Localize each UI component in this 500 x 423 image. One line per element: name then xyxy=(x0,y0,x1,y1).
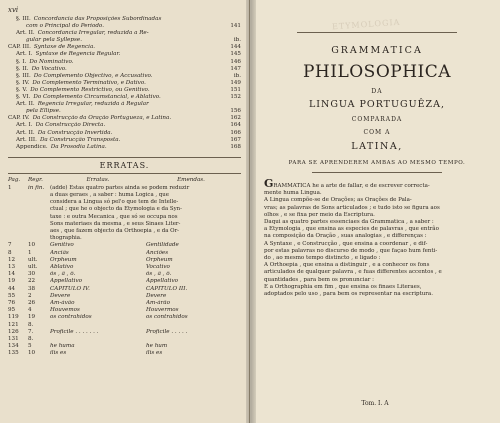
toc-page xyxy=(223,101,241,108)
body-line: quantidades , para bem os pronunciar : xyxy=(264,276,375,283)
toc-row xyxy=(8,23,241,30)
toc-text: Do Nominativo. xyxy=(29,58,74,65)
toc-label: §. V. xyxy=(16,86,28,93)
title-philosophica: PHILOSOPHICA xyxy=(302,62,452,82)
toc-text: com o Principal do Periodo. xyxy=(26,23,104,30)
cell-regr: ult. xyxy=(28,264,38,271)
header-erratas: Erratas. xyxy=(86,176,110,183)
signature-mark: Tom. I. A xyxy=(361,400,389,407)
cell-errata: ilis es xyxy=(50,350,67,357)
toc-text: Concordancia das Proposições Subordinadas xyxy=(33,16,162,22)
toc-text: Syntaxe de Regencia. xyxy=(33,44,96,51)
toc-label: §. VI. xyxy=(16,94,31,101)
table-row xyxy=(8,257,241,264)
divider xyxy=(8,157,241,158)
entry-line: taxe : e outra Mecanica , que só se occupa nos xyxy=(50,213,178,220)
toc-page: ib. xyxy=(233,72,241,79)
table-row xyxy=(8,322,241,329)
cell-emenda xyxy=(146,322,236,329)
cell-emenda: õs , ã , ô. xyxy=(146,271,172,278)
table-row xyxy=(8,343,241,350)
toc-label: §. I. xyxy=(16,58,27,65)
body-line: adoptados pelo uso , para bem os representar na escriptura. xyxy=(264,291,433,298)
cell-errata: Houvemos xyxy=(50,307,80,314)
toc-label: Art. II. xyxy=(16,30,35,37)
cell-pag: 12 xyxy=(8,256,16,263)
toc-label: Appendice. xyxy=(16,143,48,150)
title-lingua: LINGUA PORTUGUÊZA, xyxy=(308,99,446,110)
cell-emenda: Orpheum xyxy=(146,256,173,263)
body-line: A Syntaxe , e Construcção , que ensina a coordenar , e dif- xyxy=(264,240,428,247)
cell-regr: 22 xyxy=(28,278,36,285)
toc-row xyxy=(8,37,241,44)
cell-pag: 126 xyxy=(8,328,19,335)
cell-regr: 4 xyxy=(28,307,32,314)
cell-emenda: CAPITULO III. xyxy=(146,285,188,292)
body-line-text: RAMMATICA he a arte de fallar, e de escrever correcta- xyxy=(273,183,430,189)
toc-row xyxy=(8,144,241,151)
first-entry-text xyxy=(8,185,241,243)
cell-emenda: os contrahidos xyxy=(146,314,188,321)
body-line: articulados de qualquer palavra , e fuas differentes accentos , e xyxy=(264,269,442,276)
body-line: na composição da Oração , suas analogias , e differenças : xyxy=(264,233,427,240)
body-line: A Lingua compõe-se de Orações; as Orações de Pala- xyxy=(264,197,412,204)
cell-pag: 134 xyxy=(8,343,19,350)
body-line: do , ao mesmo tempo distincto , e ligado : xyxy=(264,255,381,262)
table-row xyxy=(8,250,241,257)
toc-page: ib. xyxy=(233,37,241,44)
toc-label: CAP. III. xyxy=(8,44,31,51)
cell-errata: õs , ã , ô. xyxy=(50,271,76,278)
toc-page xyxy=(223,16,241,23)
body-line: olhos , e se fixa per meio da Escriptura. xyxy=(264,211,375,218)
toc-page: 167 xyxy=(230,136,241,143)
toc-text: pela Ellipse. xyxy=(26,108,61,115)
toc-text: Do Complemento Restrictivo, ou Genitivo. xyxy=(30,86,150,93)
entry-pag: 1 xyxy=(8,184,12,191)
toc-page: 162 xyxy=(230,115,241,122)
toc-row xyxy=(8,51,241,58)
toc-label: Art. I. xyxy=(16,122,33,129)
cell-pag: 95 xyxy=(8,307,16,314)
toc-text: Da Construcção Transposta. xyxy=(39,136,121,143)
toc-page: 145 xyxy=(230,51,241,58)
cell-regr: 8. xyxy=(28,321,34,328)
title-latina: LATINA, xyxy=(351,141,403,152)
table-row xyxy=(8,242,241,249)
header-regr: Regr. xyxy=(28,176,43,183)
toc-text: Concordancia Irregular, reduzida a Re- xyxy=(37,30,149,37)
toc-label: §. II. xyxy=(16,65,29,72)
cell-regr: 30 xyxy=(28,271,36,278)
table-row xyxy=(8,329,241,336)
cell-emenda: Devere xyxy=(146,292,167,299)
cell-errata: he huma xyxy=(50,343,75,350)
divider xyxy=(8,173,241,174)
toc-page: 164 xyxy=(230,122,241,129)
toc-page: 151 xyxy=(230,86,241,93)
toc-row xyxy=(8,59,241,66)
title-comparada: COMPARADA xyxy=(351,116,403,123)
book-gutter xyxy=(246,0,256,423)
table-row xyxy=(8,278,241,285)
body-line: a Etymologia , que ensina as especies de palavras , que entrão xyxy=(264,226,439,233)
toc-page xyxy=(223,30,241,37)
body-line: mente huma Lingua. xyxy=(264,190,322,197)
table-row xyxy=(8,271,241,278)
erratas-header xyxy=(8,177,241,183)
entry-line: thographia. xyxy=(50,235,82,242)
right-page xyxy=(250,0,500,423)
cell-errata xyxy=(50,336,146,343)
toc-row xyxy=(8,30,241,37)
toc-text: Do Complemento Objectivo, e Accusativo. xyxy=(33,72,153,79)
body-line: Daqui as quatro partes essenciaes da Grammatica , a saber : xyxy=(264,219,434,226)
cell-pag: 44 xyxy=(8,285,16,292)
toc-label: §. III. xyxy=(16,16,31,22)
cell-emenda: ilis es xyxy=(146,350,163,357)
cell-pag: 19 xyxy=(8,278,16,285)
table-row xyxy=(8,264,241,271)
toc-page: 141 xyxy=(230,23,241,30)
title-com-a: COM A xyxy=(363,129,391,136)
toc-label: CAP. IV. xyxy=(8,115,30,122)
cell-emenda: Vocativo xyxy=(146,264,170,271)
erratas-title: ERRATAS. xyxy=(99,160,150,170)
cell-errata: Ablativo xyxy=(50,264,74,271)
body-line: E a Orthographia em fim , que ensina os finaes Literaes, xyxy=(264,283,422,290)
cell-errata xyxy=(50,322,146,329)
cell-emenda: Anciões xyxy=(146,249,169,256)
toc-page: 149 xyxy=(230,79,241,86)
cell-regr: ult. xyxy=(28,256,38,263)
body-line: por estas palavras no discurso de modo , que façao hum fenti- xyxy=(264,247,438,254)
table-row xyxy=(8,350,241,357)
subtitle: PARA SE APRENDEREM AMBAS AO MESMO TEMPO. xyxy=(288,160,466,166)
table-row xyxy=(8,300,241,307)
entry-line: (adde) Estas quatro partes ainda se podem reduzir xyxy=(50,184,190,191)
toc-text: Regencia Irregular, reduzida á Regular xyxy=(37,101,149,108)
toc-row xyxy=(8,66,241,73)
table-row xyxy=(8,286,241,293)
entry-line: Sons materiaes da mesma , e seus Sinaes Liter- xyxy=(50,220,181,227)
top-rule xyxy=(297,32,457,33)
toc-page: 146 xyxy=(230,58,241,65)
cell-pag: 14 xyxy=(8,271,16,278)
toc-row xyxy=(8,94,241,101)
header-emendas: Emendas. xyxy=(177,176,205,183)
cell-regr: 38 xyxy=(28,285,36,292)
toc-row xyxy=(8,137,241,144)
toc-row xyxy=(8,16,241,23)
cell-emenda: Proficile . . . . . xyxy=(146,328,188,335)
toc-text: Da Prosodia Latina. xyxy=(50,143,107,150)
cell-pag: 131 xyxy=(8,336,19,343)
toc-label: Art. II. xyxy=(16,101,35,108)
page-number: xvi xyxy=(8,6,19,14)
table-row xyxy=(8,336,241,343)
entry-line: ctual ; que he o objecto da Etymologia e da Syn- xyxy=(50,206,182,213)
cell-errata: Anciãs xyxy=(50,249,69,256)
toc-row xyxy=(8,44,241,51)
bleed-through-text: ETYMOLOGIA xyxy=(331,17,401,32)
cell-errata: Devere xyxy=(50,292,71,299)
body-line: vras; as palavras de Sons articulados ; e tudo isto se figura aos xyxy=(264,204,440,211)
title-grammatica: GRAMMATICA xyxy=(331,45,423,56)
cell-errata: CAPITULO IV. xyxy=(50,285,90,292)
toc-page: 144 xyxy=(230,44,241,51)
cell-pag: 8 xyxy=(8,249,12,256)
toc-row xyxy=(8,101,241,108)
divider xyxy=(312,172,442,173)
toc-label: Art. II. xyxy=(16,129,35,136)
cell-errata: Proficile . . . . . . . xyxy=(50,328,99,335)
body-text xyxy=(264,177,490,298)
toc-label: §. III. xyxy=(16,72,31,79)
toc-row xyxy=(8,108,241,115)
cell-emenda: Am-árão xyxy=(146,300,170,307)
body-line: A Orthoepia , que ensina a distinguir , e a conhecer os fons xyxy=(264,262,430,269)
toc-text: Do Complemento Terminativo, e Dativo. xyxy=(32,79,146,86)
cell-errata: Orpheum xyxy=(50,256,77,263)
toc-page: 168 xyxy=(230,143,241,150)
cell-errata: Genitivo xyxy=(50,242,74,249)
cell-pag: 135 xyxy=(8,350,19,357)
cell-pag: 76 xyxy=(8,300,16,307)
cell-emenda: Gentilidade xyxy=(146,242,179,249)
toc-page: 156 xyxy=(230,108,241,115)
toc-row xyxy=(8,80,241,87)
entry-regr: in fin. xyxy=(28,184,45,191)
cell-emenda: Appellativo xyxy=(146,278,178,285)
cell-regr: 10 xyxy=(28,242,36,249)
table-row xyxy=(8,307,241,314)
drop-cap: G xyxy=(264,177,274,190)
toc-row xyxy=(8,115,241,122)
toc-text: Da Construcção Invertida. xyxy=(37,129,113,136)
cell-regr: 7. xyxy=(28,328,34,335)
body-line xyxy=(264,177,490,190)
toc-label: Art. III. xyxy=(16,136,37,143)
cell-regr: 10 xyxy=(28,350,36,357)
cell-pag: 13 xyxy=(8,264,16,271)
cell-pag: 119 xyxy=(8,314,19,321)
entry-line: considera a Lingua só pel'o que tem de Intelle- xyxy=(50,199,179,206)
toc-text: Da Construcção Directa. xyxy=(35,122,106,129)
cell-regr: 2 xyxy=(28,292,32,299)
cell-errata: Am-ávão xyxy=(50,300,75,307)
toc-label: §. IV. xyxy=(16,79,30,86)
cell-regr: 5 xyxy=(28,343,32,350)
erratas-table xyxy=(8,242,241,357)
toc-text: gular pela Syllepse. xyxy=(26,37,82,44)
toc-page: 147 xyxy=(230,65,241,72)
cell-regr: 26 xyxy=(28,300,36,307)
cell-errata: os contrahidos xyxy=(50,314,92,321)
cell-emenda xyxy=(146,336,236,343)
toc-label: Art. I. xyxy=(16,51,33,58)
toc-text: Da Construcção da Oração Portugueza, e Latina. xyxy=(32,115,172,122)
cell-regr: 19 xyxy=(28,314,36,321)
entry-line: aes , que fazem objecto da Orthoepia , e da Or- xyxy=(50,228,179,235)
cell-pag: 55 xyxy=(8,292,16,299)
entry-line: a duas geraes , a saber : huma Logica , que xyxy=(50,192,169,198)
cell-emenda: Houvermos xyxy=(146,307,179,314)
cell-errata: Appellativo xyxy=(50,278,82,285)
toc-page: 166 xyxy=(230,129,241,136)
table-of-contents xyxy=(8,16,241,151)
toc-page: 152 xyxy=(230,94,241,101)
header-pag: Pag. xyxy=(8,176,21,183)
table-row xyxy=(8,293,241,300)
cell-pag: 7 xyxy=(8,242,12,249)
toc-row xyxy=(8,73,241,80)
cell-regr: 8. xyxy=(28,336,34,343)
table-row xyxy=(8,314,241,321)
toc-row xyxy=(8,87,241,94)
toc-row xyxy=(8,130,241,137)
title-da: DA xyxy=(371,88,383,95)
toc-text: Syntaxe de Regencia Regular. xyxy=(35,51,121,58)
cell-emenda: he hum xyxy=(146,343,168,350)
cell-regr: 1 xyxy=(28,249,32,256)
toc-row xyxy=(8,122,241,129)
toc-text: Do Vocativo. xyxy=(31,65,67,72)
cell-pag: 121 xyxy=(8,321,19,328)
toc-text: Do Complemento Circumstancial, e Ablativo. xyxy=(33,94,161,101)
